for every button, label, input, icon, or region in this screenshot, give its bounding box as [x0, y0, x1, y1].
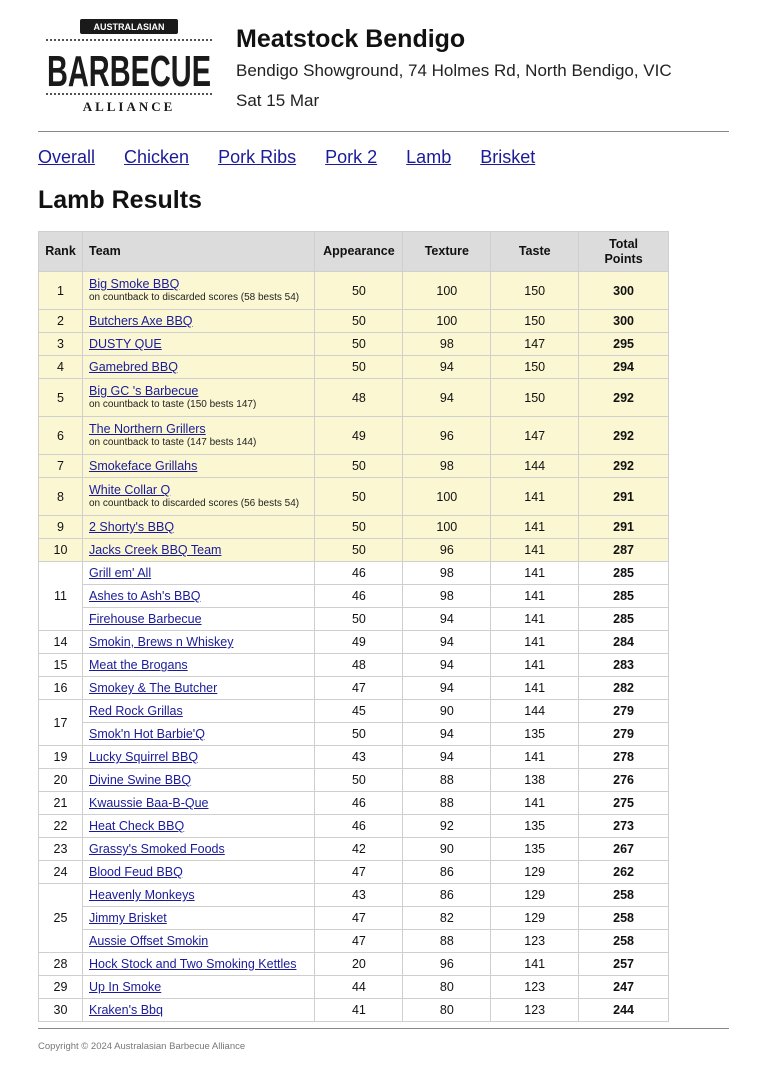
total-cell: 291	[579, 478, 669, 516]
team-link[interactable]: Ashes to Ash's BBQ	[88, 589, 201, 603]
table-row	[39, 417, 669, 455]
taste-cell: 141	[491, 562, 579, 585]
rank-cell: 8	[39, 478, 83, 516]
countback-note: on countback to discarded scores (58 bests 54)	[88, 292, 300, 303]
table-row	[39, 792, 669, 815]
appearance-cell: 50	[315, 608, 403, 631]
table-row	[39, 746, 669, 769]
team-link[interactable]: Heavenly Monkeys	[88, 888, 195, 902]
total-cell: 278	[579, 746, 669, 769]
rank-cell: 22	[39, 815, 83, 838]
texture-cell: 94	[403, 654, 491, 677]
texture-cell: 100	[403, 516, 491, 539]
texture-cell: 98	[403, 455, 491, 478]
taste-cell: 141	[491, 654, 579, 677]
texture-cell: 94	[403, 356, 491, 379]
total-cell: 300	[579, 272, 669, 310]
taste-cell: 147	[491, 417, 579, 455]
table-row	[39, 815, 669, 838]
total-cell: 292	[579, 417, 669, 455]
table-row	[39, 654, 669, 677]
results-table	[38, 231, 669, 1022]
rank-cell: 29	[39, 976, 83, 999]
rank-cell: 14	[39, 631, 83, 654]
team-cell	[82, 861, 314, 884]
nav-link-pork-2[interactable]: Pork 2	[325, 147, 378, 167]
footer-divider	[38, 1028, 729, 1029]
taste-cell: 138	[491, 769, 579, 792]
appearance-cell: 46	[315, 792, 403, 815]
total-cell: 284	[579, 631, 669, 654]
col-header-total-line1: Total	[609, 236, 639, 251]
appearance-cell: 46	[315, 585, 403, 608]
total-cell: 244	[579, 999, 669, 1022]
col-header-total-line2: Points	[604, 251, 643, 266]
taste-cell: 150	[491, 379, 579, 417]
team-cell	[82, 379, 314, 417]
australasian-barbecue-alliance-logo	[44, 16, 214, 116]
team-link[interactable]: Big Smoke BBQ	[88, 277, 180, 291]
total-cell: 292	[579, 455, 669, 478]
table-row	[39, 455, 669, 478]
team-cell	[82, 953, 314, 976]
appearance-cell: 47	[315, 907, 403, 930]
event-venue: Bendigo Showground, 74 Holmes Rd, North Bendigo, VIC	[236, 61, 672, 80]
team-link[interactable]: Aussie Offset Smokin	[88, 934, 209, 948]
texture-cell: 100	[403, 478, 491, 516]
team-link[interactable]: Meat the Brogans	[88, 658, 188, 672]
appearance-cell: 49	[315, 417, 403, 455]
total-cell: 276	[579, 769, 669, 792]
appearance-cell: 42	[315, 838, 403, 861]
team-link[interactable]: Smokin, Brews n Whiskey	[88, 635, 234, 649]
table-row	[39, 333, 669, 356]
results-body	[39, 272, 669, 1022]
total-cell: 267	[579, 838, 669, 861]
nav-link-pork-ribs[interactable]: Pork Ribs	[218, 147, 297, 167]
team-cell	[82, 723, 314, 746]
table-row	[39, 272, 669, 310]
texture-cell: 80	[403, 976, 491, 999]
taste-cell: 144	[491, 455, 579, 478]
taste-cell: 123	[491, 930, 579, 953]
team-cell	[82, 907, 314, 930]
team-cell	[82, 746, 314, 769]
taste-cell: 144	[491, 700, 579, 723]
rank-cell: 16	[39, 677, 83, 700]
appearance-cell: 43	[315, 746, 403, 769]
team-cell	[82, 769, 314, 792]
team-link[interactable]: Hock Stock and Two Smoking Kettles	[88, 957, 297, 971]
texture-cell: 94	[403, 723, 491, 746]
total-cell: 258	[579, 930, 669, 953]
appearance-cell: 46	[315, 815, 403, 838]
taste-cell: 129	[491, 907, 579, 930]
texture-cell: 98	[403, 562, 491, 585]
rank-cell: 3	[39, 333, 83, 356]
team-link[interactable]: Red Rock Grillas	[88, 704, 183, 718]
total-cell: 279	[579, 723, 669, 746]
table-row	[39, 700, 669, 723]
texture-cell: 98	[403, 333, 491, 356]
taste-cell: 129	[491, 861, 579, 884]
team-link[interactable]: Smok'n Hot Barbie'Q	[88, 727, 205, 741]
texture-cell: 94	[403, 677, 491, 700]
appearance-cell: 47	[315, 861, 403, 884]
rank-cell: 1	[39, 272, 83, 310]
appearance-cell: 50	[315, 723, 403, 746]
team-cell	[82, 608, 314, 631]
rank-cell: 10	[39, 539, 83, 562]
taste-cell: 141	[491, 631, 579, 654]
countback-note: on countback to taste (147 bests 144)	[88, 437, 257, 448]
appearance-cell: 50	[315, 333, 403, 356]
taste-cell: 123	[491, 976, 579, 999]
total-cell: 279	[579, 700, 669, 723]
appearance-cell: 50	[315, 310, 403, 333]
taste-cell: 147	[491, 333, 579, 356]
texture-cell: 90	[403, 700, 491, 723]
event-date: Sat 15 Mar	[236, 91, 320, 110]
taste-cell: 150	[491, 356, 579, 379]
total-cell: 291	[579, 516, 669, 539]
team-cell	[82, 815, 314, 838]
total-cell: 300	[579, 310, 669, 333]
taste-cell: 141	[491, 792, 579, 815]
team-link[interactable]: Blood Feud BBQ	[88, 865, 183, 879]
appearance-cell: 45	[315, 700, 403, 723]
team-link[interactable]: 2 Shorty's BBQ	[88, 520, 175, 534]
appearance-cell: 50	[315, 539, 403, 562]
team-link[interactable]: Lucky Squirrel BBQ	[88, 750, 199, 764]
table-row	[39, 723, 669, 746]
taste-cell: 141	[491, 516, 579, 539]
texture-cell: 82	[403, 907, 491, 930]
rank-cell: 9	[39, 516, 83, 539]
team-cell	[82, 792, 314, 815]
total-cell: 285	[579, 585, 669, 608]
team-cell	[82, 356, 314, 379]
team-link[interactable]: Butchers Axe BBQ	[88, 314, 193, 328]
appearance-cell: 41	[315, 999, 403, 1022]
copyright-footer: Copyright © 2024 Australasian Barbecue Alliance	[38, 1041, 246, 1052]
appearance-cell: 46	[315, 562, 403, 585]
texture-cell: 94	[403, 746, 491, 769]
texture-cell: 88	[403, 930, 491, 953]
taste-cell: 141	[491, 539, 579, 562]
table-row	[39, 930, 669, 953]
team-link[interactable]: Heat Check BBQ	[88, 819, 185, 833]
table-row	[39, 608, 669, 631]
rank-cell: 6	[39, 417, 83, 455]
appearance-cell: 43	[315, 884, 403, 907]
total-cell: 287	[579, 539, 669, 562]
texture-cell: 88	[403, 792, 491, 815]
total-cell: 247	[579, 976, 669, 999]
rank-cell: 4	[39, 356, 83, 379]
logo-top-text: AUSTRALASIAN	[93, 22, 165, 32]
total-cell: 262	[579, 861, 669, 884]
total-cell: 258	[579, 907, 669, 930]
rank-cell: 24	[39, 861, 83, 884]
rank-cell: 7	[39, 455, 83, 478]
total-cell: 294	[579, 356, 669, 379]
rank-cell: 2	[39, 310, 83, 333]
table-row	[39, 953, 669, 976]
header-divider	[38, 131, 729, 132]
table-header-row	[39, 232, 669, 272]
texture-cell: 96	[403, 953, 491, 976]
taste-cell: 141	[491, 746, 579, 769]
appearance-cell: 50	[315, 455, 403, 478]
table-row	[39, 310, 669, 333]
texture-cell: 90	[403, 838, 491, 861]
team-cell	[82, 562, 314, 585]
col-header-total	[579, 232, 669, 272]
taste-cell: 150	[491, 272, 579, 310]
team-cell	[82, 272, 314, 310]
team-link[interactable]: Grassy's Smoked Foods	[88, 842, 225, 856]
team-link[interactable]: Grill em' All	[88, 566, 152, 580]
table-row	[39, 356, 669, 379]
appearance-cell: 48	[315, 654, 403, 677]
team-link[interactable]: Kwaussie Baa-B-Que	[88, 796, 209, 810]
texture-cell: 98	[403, 585, 491, 608]
texture-cell: 94	[403, 608, 491, 631]
team-link[interactable]: Smokeface Grillahs	[88, 459, 198, 473]
table-row	[39, 838, 669, 861]
texture-cell: 94	[403, 379, 491, 417]
team-cell	[82, 631, 314, 654]
taste-cell: 141	[491, 677, 579, 700]
table-row	[39, 379, 669, 417]
taste-cell: 129	[491, 884, 579, 907]
rank-cell: 5	[39, 379, 83, 417]
taste-cell: 141	[491, 585, 579, 608]
total-cell: 275	[579, 792, 669, 815]
total-cell: 258	[579, 884, 669, 907]
appearance-cell: 47	[315, 930, 403, 953]
rank-cell: 11	[39, 562, 83, 631]
team-link[interactable]: Jacks Creek BBQ Team	[88, 543, 222, 557]
table-row	[39, 999, 669, 1022]
appearance-cell: 44	[315, 976, 403, 999]
table-row	[39, 976, 669, 999]
texture-cell: 100	[403, 310, 491, 333]
team-cell	[82, 930, 314, 953]
taste-cell: 141	[491, 953, 579, 976]
total-cell: 285	[579, 562, 669, 585]
rank-cell: 25	[39, 884, 83, 953]
appearance-cell: 48	[315, 379, 403, 417]
appearance-cell: 50	[315, 478, 403, 516]
team-link[interactable]: DUSTY QUE	[88, 337, 162, 351]
team-link[interactable]: The Northern Grillers	[88, 422, 206, 436]
team-cell	[82, 700, 314, 723]
col-header-taste: Taste	[491, 232, 579, 272]
appearance-cell: 50	[315, 272, 403, 310]
team-cell	[82, 677, 314, 700]
table-row	[39, 562, 669, 585]
countback-note: on countback to taste (150 bests 147)	[88, 399, 257, 410]
rank-cell: 20	[39, 769, 83, 792]
taste-cell: 135	[491, 815, 579, 838]
texture-cell: 88	[403, 769, 491, 792]
col-header-appearance: Appearance	[315, 232, 403, 272]
logo-bottom-text: ALLIANCE	[82, 99, 176, 114]
appearance-cell: 49	[315, 631, 403, 654]
team-link[interactable]: Kraken's Bbq	[88, 1003, 163, 1017]
taste-cell: 135	[491, 838, 579, 861]
texture-cell: 94	[403, 631, 491, 654]
team-cell	[82, 884, 314, 907]
rank-cell: 23	[39, 838, 83, 861]
total-cell: 273	[579, 815, 669, 838]
team-link[interactable]: Smokey & The Butcher	[88, 681, 218, 695]
col-header-team: Team	[82, 232, 314, 272]
table-row	[39, 631, 669, 654]
rank-cell: 15	[39, 654, 83, 677]
taste-cell: 141	[491, 608, 579, 631]
appearance-cell: 50	[315, 356, 403, 379]
table-row	[39, 585, 669, 608]
team-cell	[82, 310, 314, 333]
table-row	[39, 769, 669, 792]
total-cell: 257	[579, 953, 669, 976]
table-row	[39, 677, 669, 700]
team-cell	[82, 333, 314, 356]
appearance-cell: 50	[315, 516, 403, 539]
rank-cell: 17	[39, 700, 83, 746]
team-cell	[82, 516, 314, 539]
nav-link-chicken[interactable]: Chicken	[124, 147, 190, 167]
appearance-cell: 20	[315, 953, 403, 976]
table-row	[39, 539, 669, 562]
table-row	[39, 884, 669, 907]
logo-main-text: BARBECUE	[47, 47, 211, 96]
total-cell: 282	[579, 677, 669, 700]
team-cell	[82, 999, 314, 1022]
col-header-texture: Texture	[403, 232, 491, 272]
texture-cell: 100	[403, 272, 491, 310]
team-link[interactable]: Up In Smoke	[88, 980, 162, 994]
texture-cell: 96	[403, 539, 491, 562]
table-row	[39, 478, 669, 516]
team-cell	[82, 539, 314, 562]
team-cell	[82, 455, 314, 478]
nav-link-overall[interactable]: Overall	[38, 147, 96, 167]
taste-cell: 141	[491, 478, 579, 516]
taste-cell: 135	[491, 723, 579, 746]
rank-cell: 21	[39, 792, 83, 815]
total-cell: 295	[579, 333, 669, 356]
table-row	[39, 861, 669, 884]
countback-note: on countback to discarded scores (56 bests 54)	[88, 498, 300, 509]
texture-cell: 86	[403, 861, 491, 884]
nav-link-brisket[interactable]: Brisket	[480, 147, 536, 167]
table-row	[39, 907, 669, 930]
texture-cell: 80	[403, 999, 491, 1022]
total-cell: 292	[579, 379, 669, 417]
texture-cell: 86	[403, 884, 491, 907]
category-nav	[38, 147, 559, 168]
team-link[interactable]: Firehouse Barbecue	[88, 612, 202, 626]
section-title: Lamb Results	[38, 186, 202, 214]
taste-cell: 150	[491, 310, 579, 333]
texture-cell: 92	[403, 815, 491, 838]
team-link[interactable]: Big GC 's Barbecue	[88, 384, 199, 398]
col-header-rank: Rank	[39, 232, 83, 272]
texture-cell: 96	[403, 417, 491, 455]
team-cell	[82, 976, 314, 999]
total-cell: 285	[579, 608, 669, 631]
table-row	[39, 516, 669, 539]
team-cell	[82, 838, 314, 861]
rank-cell: 28	[39, 953, 83, 976]
nav-link-lamb[interactable]: Lamb	[406, 147, 452, 167]
taste-cell: 123	[491, 999, 579, 1022]
team-link[interactable]: Divine Swine BBQ	[88, 773, 192, 787]
appearance-cell: 47	[315, 677, 403, 700]
team-link[interactable]: Jimmy Brisket	[88, 911, 167, 925]
team-cell	[82, 478, 314, 516]
rank-cell: 30	[39, 999, 83, 1022]
team-cell	[82, 654, 314, 677]
team-link[interactable]: Gamebred BBQ	[88, 360, 178, 374]
team-link[interactable]: White Collar Q	[88, 483, 171, 497]
team-cell	[82, 585, 314, 608]
rank-cell: 19	[39, 746, 83, 769]
event-title: Meatstock Bendigo	[236, 25, 466, 53]
team-cell	[82, 417, 314, 455]
total-cell: 283	[579, 654, 669, 677]
appearance-cell: 50	[315, 769, 403, 792]
